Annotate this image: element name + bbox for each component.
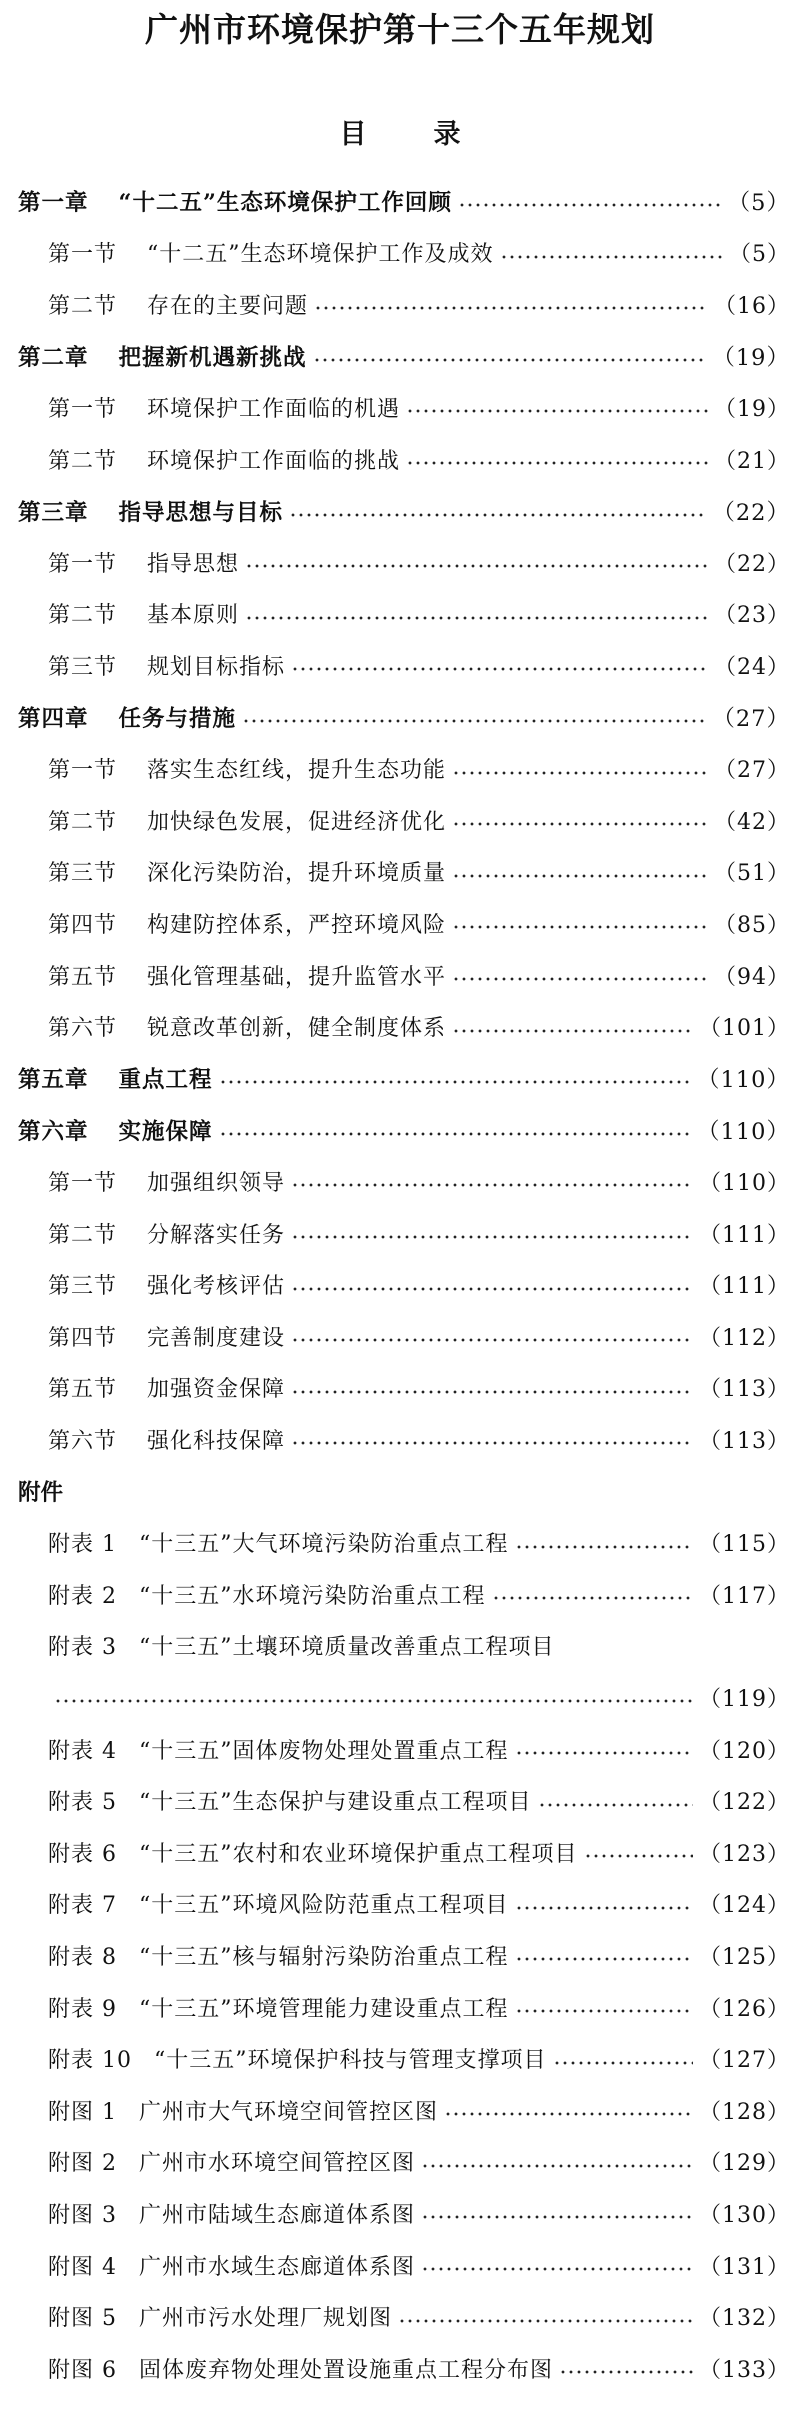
toc-appendix-entry	[0, 1625, 800, 1675]
toc-row	[48, 2296, 790, 2338]
toc-row	[48, 2089, 790, 2131]
toc-row	[18, 1057, 790, 1099]
entry-number: 第一节	[48, 1170, 118, 1196]
toc-row	[48, 1418, 790, 1460]
entry-number: 附表 8	[48, 1944, 117, 1970]
toc-appendix-entry	[0, 1728, 800, 1778]
entry-title: “十三五”生态保护与建设重点工程项目	[139, 1790, 532, 1816]
entry-title: 广州市陆域生态廊道体系图	[139, 2202, 416, 2228]
toc-section-entry	[0, 438, 800, 488]
page-number: （110）	[699, 1170, 790, 1196]
toc-section-entry	[0, 386, 800, 436]
page-number: （119）	[699, 1686, 790, 1712]
toc-section-entry	[0, 1212, 800, 1262]
entry-number: 附表 4	[48, 1738, 117, 1764]
dot-leader	[500, 255, 723, 259]
toc-chapter-entry	[0, 490, 800, 540]
dot-leader	[219, 1132, 692, 1136]
dot-leader	[313, 358, 707, 362]
entry-title: 指导思想与目标	[118, 499, 284, 526]
entry-number: 附表 1	[48, 1532, 117, 1558]
toc-row	[18, 180, 790, 222]
page-number: （85）	[714, 912, 790, 938]
dot-leader	[291, 1390, 693, 1394]
entry-title: “十二五”生态环境保护工作及成效	[147, 242, 494, 268]
page-number: （115）	[699, 1532, 790, 1558]
toc-appendix-entry	[0, 2347, 800, 2397]
page-number: （126）	[699, 1996, 790, 2022]
page-number: （131）	[699, 2254, 790, 2280]
entry-title: 重点工程	[118, 1067, 213, 1094]
page-number: （113）	[699, 1377, 790, 1403]
dot-leader	[289, 513, 706, 517]
toc-row	[48, 2347, 790, 2389]
dot-leader	[515, 1957, 694, 1961]
toc-row	[48, 644, 790, 686]
entry-number: 附图 3	[48, 2202, 117, 2228]
toc-appendix-entry	[0, 2038, 800, 2088]
entry-title: 深化污染防治，提升环境质量	[147, 861, 447, 887]
entry-title: “十三五”环境保护科技与管理支撑项目	[154, 2048, 547, 2074]
dot-leader	[492, 1596, 694, 1600]
entry-number: 附表 2	[48, 1583, 117, 1609]
toc-section-entry	[0, 748, 800, 798]
entry-title: “十三五”固体废物处理处置重点工程	[139, 1738, 509, 1764]
toc-appendix-entry	[0, 1934, 800, 1984]
entry-title: 加强组织领导	[147, 1170, 286, 1196]
toc-row	[48, 2244, 790, 2286]
entry-number: 第二节	[48, 448, 118, 474]
toc-row	[48, 1986, 790, 2028]
toc-row	[48, 438, 790, 480]
entry-number: 第四节	[48, 912, 118, 938]
toc-appendix-entry	[0, 2192, 800, 2242]
toc-appendix-entry	[0, 1780, 800, 1830]
page-number: （21）	[714, 448, 790, 474]
entry-number: 第一节	[48, 551, 118, 577]
toc-row	[48, 1264, 790, 1306]
page-number: （23）	[714, 603, 790, 629]
entry-number: 附表 6	[48, 1841, 117, 1867]
section-header-label: 附件	[18, 1480, 64, 1506]
entry-title: 广州市水域生态廊道体系图	[139, 2254, 416, 2280]
entry-title: 规划目标指标	[147, 654, 286, 680]
toc-appendix-entry	[0, 1522, 800, 1572]
entry-number: 附图 2	[48, 2151, 117, 2177]
entry-number: 附表 3	[48, 1635, 117, 1661]
page-number: （22）	[712, 499, 790, 526]
toc-chapter-entry	[0, 180, 800, 230]
dot-leader	[291, 1235, 693, 1239]
dot-leader	[421, 2215, 693, 2219]
dot-leader	[452, 771, 708, 775]
toc-row	[48, 232, 790, 274]
toc-section-entry	[0, 1367, 800, 1417]
entry-title: 环境保护工作面临的机遇	[147, 396, 401, 422]
toc-section-entry	[0, 541, 800, 591]
toc-section-entry	[0, 593, 800, 643]
page-number: （129）	[699, 2151, 790, 2177]
entry-number: 第二节	[48, 809, 118, 835]
entry-number: 附图 6	[48, 2357, 117, 2383]
entry-number: 第二节	[48, 293, 118, 319]
entry-number: 第一节	[48, 396, 118, 422]
dot-leader	[515, 1906, 694, 1910]
page-number: （110）	[697, 1067, 790, 1094]
page-number: （128）	[699, 2099, 790, 2125]
toc-section-entry	[0, 1315, 800, 1365]
entry-number: 第一节	[48, 242, 118, 268]
entry-title: “十二五”生态环境保护工作回顾	[118, 190, 452, 216]
toc-row	[48, 1006, 790, 1048]
toc-row	[48, 902, 790, 944]
entry-title: 指导思想	[147, 551, 240, 577]
page-number: （133）	[699, 2357, 790, 2383]
entry-title: 存在的主要问题	[147, 293, 309, 319]
toc-row	[48, 1212, 790, 1254]
page-number: （122）	[699, 1790, 790, 1816]
entry-number: 第三节	[48, 1274, 118, 1300]
toc-section-entry	[0, 902, 800, 952]
entry-number: 附表 5	[48, 1790, 117, 1816]
toc-section-entry	[0, 799, 800, 849]
entry-number: 第二节	[48, 603, 118, 629]
entry-number: 第三节	[48, 654, 118, 680]
page-number: （22）	[714, 551, 790, 577]
entry-number: 附表 10	[48, 2048, 132, 2074]
entry-title: 广州市污水处理厂规划图	[139, 2306, 393, 2332]
dot-leader	[291, 1338, 693, 1342]
page-number: （5）	[729, 242, 790, 268]
entry-number: 第三节	[48, 861, 118, 887]
entry-title: 加强资金保障	[147, 1377, 286, 1403]
entry-title: 广州市水环境空间管控区图	[139, 2151, 416, 2177]
entry-title: 锐意改革创新，健全制度体系	[147, 1016, 447, 1042]
dot-leader	[452, 977, 708, 981]
entry-title: “十三五”农村和农业环境保护重点工程项目	[139, 1841, 578, 1867]
toc-row	[48, 1676, 790, 1718]
dot-leader	[291, 667, 708, 671]
toc-row	[48, 1883, 790, 1925]
entry-title: 把握新机遇新挑战	[118, 344, 307, 371]
dot-leader	[515, 1751, 694, 1755]
dot-leader	[291, 1287, 693, 1291]
dot-leader	[421, 2164, 693, 2168]
page-number: （101）	[699, 1016, 790, 1042]
entry-title: “十三五”土壤环境质量改善重点工程项目	[139, 1635, 555, 1661]
page-number: （42）	[714, 809, 790, 835]
toc-row	[18, 490, 790, 532]
toc-section-entry	[0, 1418, 800, 1468]
entry-number: 第四章	[18, 706, 89, 732]
dot-leader	[406, 461, 708, 465]
page-number: （19）	[712, 344, 790, 371]
toc-section-entry	[0, 851, 800, 901]
entry-number: 附图 5	[48, 2306, 117, 2332]
toc-chapter-entry	[0, 1057, 800, 1107]
toc-row	[48, 1315, 790, 1357]
dot-leader	[291, 1183, 693, 1187]
toc-row	[48, 2192, 790, 2234]
entry-title: “十三五”核与辐射污染防治重点工程	[139, 1944, 509, 1970]
entry-title: 加快绿色发展，促进经济优化	[147, 809, 447, 835]
entry-number: 附表 7	[48, 1893, 117, 1919]
dot-leader	[515, 1545, 694, 1549]
toc-section-header	[0, 1470, 800, 1520]
toc-row	[48, 1522, 790, 1564]
toc-section-entry	[0, 644, 800, 694]
toc-row	[48, 386, 790, 428]
page-number: （130）	[699, 2202, 790, 2228]
dot-leader	[242, 719, 706, 723]
dot-leader	[584, 1854, 694, 1858]
page-number: （123）	[699, 1841, 790, 1867]
toc-row	[48, 1625, 790, 1667]
toc-appendix-entry	[0, 1573, 800, 1623]
entry-title: “十三五”环境风险防范重点工程项目	[139, 1893, 509, 1919]
page-number: （16）	[714, 293, 790, 319]
dot-leader	[444, 2112, 693, 2116]
toc-row	[48, 283, 790, 325]
entry-title: 落实生态红线，提升生态功能	[147, 758, 447, 784]
toc-row	[48, 954, 790, 996]
dot-leader	[421, 2267, 693, 2271]
page-number: （5）	[727, 190, 790, 216]
toc-row	[48, 2141, 790, 2183]
page-number: （19）	[714, 396, 790, 422]
entry-number: 附图 4	[48, 2254, 117, 2280]
toc-row	[48, 593, 790, 635]
toc-appendix-entry	[0, 2244, 800, 2294]
toc-row	[48, 1780, 790, 1822]
entry-number: 第六章	[18, 1118, 89, 1145]
toc-chapter-entry	[0, 335, 800, 385]
toc-section-entry	[0, 1006, 800, 1056]
entry-number: 第三章	[18, 499, 89, 526]
page-number: （112）	[699, 1325, 790, 1351]
entry-title: 强化科技保障	[147, 1428, 286, 1454]
toc-appendix-entry	[0, 2141, 800, 2191]
page-number: （113）	[699, 1428, 790, 1454]
entry-number: 第六节	[48, 1428, 118, 1454]
toc-row	[48, 799, 790, 841]
page-number: （27）	[712, 706, 790, 732]
entry-number: 附图 1	[48, 2099, 117, 2125]
entry-number: 第五节	[48, 964, 118, 990]
entry-title: 固体废弃物处理处置设施重点工程分布图	[139, 2357, 554, 2383]
entry-title: 完善制度建设	[147, 1325, 286, 1351]
page-number: （120）	[699, 1738, 790, 1764]
toc-chapter-entry	[0, 696, 800, 746]
page-number: （110）	[697, 1118, 790, 1145]
dot-leader	[458, 203, 722, 207]
dot-leader	[452, 874, 708, 878]
page-number: （94）	[714, 964, 790, 990]
page-number: （125）	[699, 1944, 790, 1970]
entry-title: 任务与措施	[118, 706, 237, 732]
page-number: （27）	[714, 758, 790, 784]
dot-leader	[398, 2319, 693, 2323]
entry-title: “十三五”大气环境污染防治重点工程	[139, 1532, 509, 1558]
dot-leader	[406, 409, 708, 413]
entry-title: “十三五”水环境污染防治重点工程	[139, 1583, 486, 1609]
toc-appendix-entry	[0, 1676, 800, 1726]
toc-appendix-entry	[0, 1831, 800, 1881]
toc-row	[48, 1160, 790, 1202]
entry-number: 第五节	[48, 1377, 118, 1403]
toc-appendix-entry	[0, 2089, 800, 2139]
toc-heading: 目 录	[339, 119, 481, 150]
dot-leader	[452, 822, 708, 826]
entry-number: 第六节	[48, 1016, 118, 1042]
page-number: （117）	[699, 1583, 790, 1609]
dot-leader	[538, 1803, 694, 1807]
toc-chapter-entry	[0, 1109, 800, 1159]
entry-title: 分解落实任务	[147, 1222, 286, 1248]
entry-number: 第二章	[18, 344, 89, 371]
page-number: （132）	[699, 2306, 790, 2332]
dot-leader	[54, 1699, 693, 1703]
entry-title: 强化考核评估	[147, 1274, 286, 1300]
entry-number: 第一节	[48, 758, 118, 784]
entry-number: 第二节	[48, 1222, 118, 1248]
toc-section-entry	[0, 283, 800, 333]
entry-title: 环境保护工作面临的挑战	[147, 448, 401, 474]
toc-row	[48, 1934, 790, 1976]
entry-number: 第一章	[18, 190, 89, 216]
toc-row	[18, 335, 790, 377]
entry-title: “十三五”环境管理能力建设重点工程	[139, 1996, 509, 2022]
toc-row	[48, 2038, 790, 2080]
entry-number: 第四节	[48, 1325, 118, 1351]
entry-title: 构建防控体系，严控环境风险	[147, 912, 447, 938]
toc-section-entry	[0, 1264, 800, 1314]
dot-leader	[314, 306, 708, 310]
dot-leader	[559, 2370, 693, 2374]
entry-title: 强化管理基础，提升监管水平	[147, 964, 447, 990]
toc-section-entry	[0, 954, 800, 1004]
toc-appendix-entry	[0, 1883, 800, 1933]
page-number: （124）	[699, 1893, 790, 1919]
dot-leader	[553, 2061, 694, 2065]
entry-title: 基本原则	[147, 603, 240, 629]
dot-leader	[245, 564, 708, 568]
entry-number: 第五章	[18, 1067, 89, 1094]
entry-title: 广州市大气环境空间管控区图	[139, 2099, 439, 2125]
dot-leader	[452, 1029, 693, 1033]
toc-section-entry	[0, 1160, 800, 1210]
toc-row	[48, 1728, 790, 1770]
page-number: （127）	[699, 2048, 790, 2074]
toc-row	[48, 851, 790, 893]
toc-appendix-entry	[0, 1986, 800, 2036]
entry-title: 实施保障	[118, 1118, 213, 1145]
toc-row	[18, 1109, 790, 1151]
entry-number: 附表 9	[48, 1996, 117, 2022]
page-number: （111）	[699, 1274, 790, 1300]
toc-appendix-entry	[0, 2296, 800, 2346]
document-title: 广州市环境保护第十三个五年规划	[145, 10, 655, 49]
dot-leader	[515, 2009, 694, 2013]
page-number: （111）	[699, 1222, 790, 1248]
toc-row	[48, 1573, 790, 1615]
page-number: （51）	[714, 861, 790, 887]
dot-leader	[219, 1080, 692, 1084]
dot-leader	[291, 1441, 693, 1445]
toc-row	[48, 1367, 790, 1409]
dot-leader	[452, 925, 708, 929]
page-number: （24）	[714, 654, 790, 680]
dot-leader	[245, 616, 708, 620]
toc-row	[48, 541, 790, 583]
toc-row	[18, 696, 790, 738]
toc-row	[48, 748, 790, 790]
toc-section-entry	[0, 232, 800, 282]
toc-row	[48, 1831, 790, 1873]
